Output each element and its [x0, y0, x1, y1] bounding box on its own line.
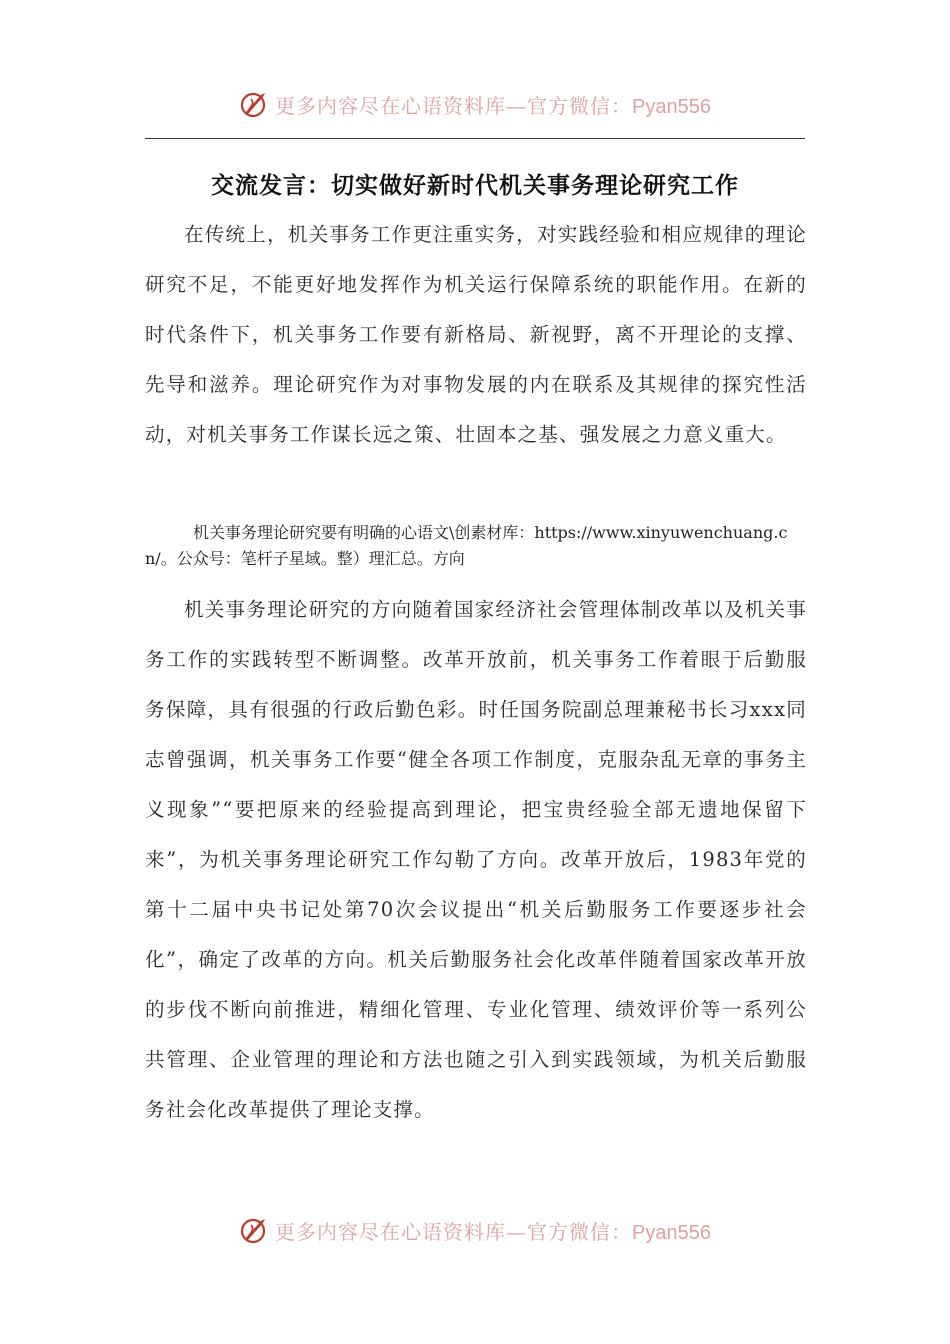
pen-logo-icon: [239, 89, 269, 119]
footer-watermark-label: 更多内容尽在心语资料库—官方微信：: [275, 1219, 633, 1244]
header-watermark-label: 更多内容尽在心语资料库—官方微信：: [275, 93, 633, 118]
paragraph-2: 机关事务理论研究的方向随着国家经济社会管理体制改革以及机关事务工作的实践转型不断调整。改革开放前，机关事务工作着眼于后勤服务保障，具有很强的行政后勤色彩。时任国务院副总理兼秘书长习xxx同志曾强调，机关事务工作要“健全各项工作制度，克服杂乱无章的事务主义现象”“要把原来的经验提高到理论，把宝贵经验全部无遗地保留下来”，为机关事务理论研究工作勾勒了方向。改革开放后，1983年党的第十二届中央书记处第70次会议提出“机关后勤服务工作要逐步社会化”，确定了改革的方向。机关后勤服务社会化改革伴随着国家改革开放的步伐不断向前推进，精细化管理、专业化管理、绩效评价等一系列公共管理、企业管理的理论和方法也随之引入到实践领域，为机关后勤服务社会化改革提供了理论支撑。: [145, 598, 807, 1121]
paragraph-1: 在传统上，机关事务工作更注重实务，对实践经验和相应规律的理论研究不足，不能更好地发挥作为机关运行保障系统的职能作用。在新的时代条件下，机关事务工作要有新格局、新视野，离不开理论的支撑、先导和滋养。理论研究作为对事物发展的内在联系及其规律的探究性活动，对机关事务工作谋长远之策、壮固本之基、强发展之力意义重大。: [145, 223, 807, 446]
document-title: 交流发言：切实做好新时代机关事务理论研究工作: [211, 172, 739, 200]
pen-logo-icon: [239, 1215, 269, 1245]
header-watermark-text: [275, 90, 711, 119]
footer-wechat-id: Pyan556: [632, 1221, 711, 1244]
source-note: 机关事务理论研究要有明确的心语文\创素材库：https://www.xinyuwenchuang.cn/。公众号：笔杆子星域。整）理汇总。方向: [145, 523, 788, 568]
header-watermark: [0, 84, 950, 124]
footer-watermark: [0, 1210, 950, 1250]
header-rule: [145, 138, 805, 139]
footer-watermark-text: [275, 1216, 711, 1245]
header-wechat-id: Pyan556: [632, 95, 711, 118]
